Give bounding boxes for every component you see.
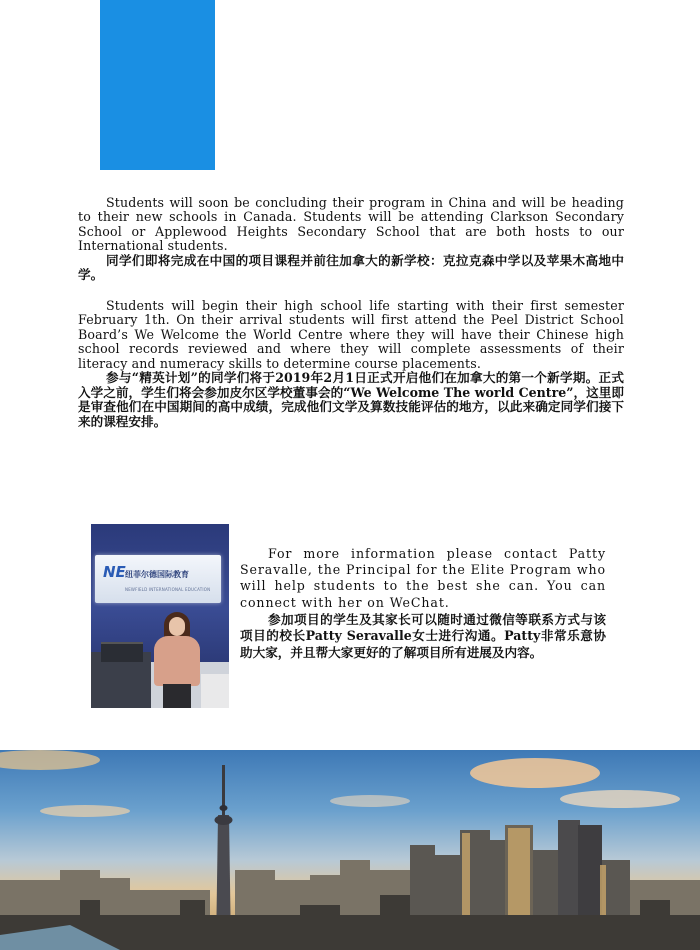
contact-english: For more information please contact Patty Seravalle, the Principal for the Elite Program who will help students to the best she can. You can connect with her on WeChat. [240,546,606,610]
principal-photo [91,524,229,708]
section-high-school-start [78,299,624,429]
skyline-illustration [0,750,700,950]
school-sign-text: 纽菲尔德国际教育 [125,570,189,579]
school-logo: NE [103,563,126,581]
section1-english: Students will soon be concluding their program in China and will be heading to their new schools in Canada. Students will be attending Clarkson Secondary School or Applewood Heights Secondary School that are both hosts to our International students. [78,195,624,254]
section2-english: Students will begin their high school life starting with their first semester February 1th. On their arrival students will first attend the Peel District School Board’s We Welcome the World Centre where they will have their Chinese high school records reviewed and where they will complete assessments of their literacy and numeracy skills to determine course placements. [78,298,624,371]
section1-chinese: 同学们即将完成在中国的项目课程并前往加拿大的新学校：克拉克森中学以及苹果木高地中学。 [78,252,624,283]
section-program-conclusion [78,196,624,283]
photo-shelf [201,674,229,708]
contact-section [240,546,606,661]
decorative-blue-block [100,0,215,170]
city-skyline-image [0,750,700,950]
photo-wall-sign [95,555,221,603]
photo-printer [101,642,143,662]
section2-chinese: 参与“精英计划”的同学们将于2019年2月1日正式开启他们在加拿大的第一个新学期。正式入学之前，学生们将会参加皮尔区学校董事会的“We Welcome The world Centre”，这里即是审查他们在中国期间的高中成绩，完成他们文学及算数技能评估的地方，以此来确定同学们接下来的课程安排。 [78,370,624,429]
school-sign-subtext: NEWFIELD INTERNATIONAL EDUCATION [125,587,211,592]
photo-person [151,612,203,708]
contact-chinese: 参加项目的学生及其家长可以随时通过微信等联系方式与该项目的校长Patty Seravalle女士进行沟通。Patty非常乐意协助大家，并且帮大家更好的了解项目所有进展及内容。 [240,611,606,660]
